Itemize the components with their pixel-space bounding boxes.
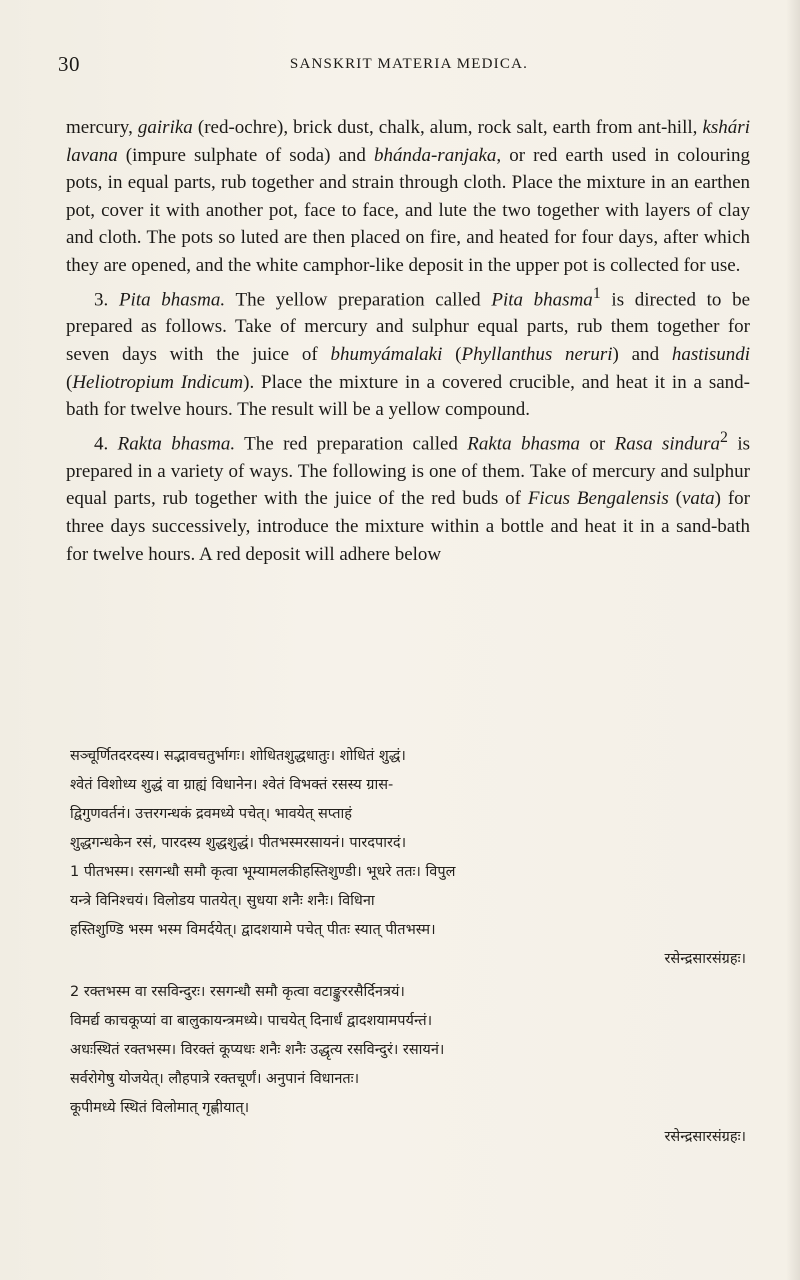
running-head: SANSKRIT MATERIA MEDICA. [289,56,529,72]
footnote-2-line: विमर्द्य काचकूप्यां वा बालुकायन्त्रमध्ये। पाचयेत् दिनार्धं द्वादशयामपर्यन्तं। [70,1013,433,1029]
footnote-2-line: कूपीमध्ये स्थितं विलोमात् गृह्णीयात्। [70,1100,250,1116]
footnote-2-line: सर्वरोगेषु योजयेत्। लौहपात्रे रक्तचूर्णं। अनुपानं विधानतः। [70,1071,360,1087]
footnote-1-source: रसेन्द्रसारसंग्रहः। [664,951,746,967]
footnote-1-line: सञ्चूर्णितदरदस्य। सद्भावचतुर्भागः। शोधितशुद्धधातुः। शोधितं शुद्धं। [70,748,406,764]
page-number: 30 [58,52,80,76]
footnote-1-line: 1 पीतभस्म। रसगन्धौ समौ कृत्वा भूम्यामलकीहस्तिशुण्डी। भूधरे ततः। विपुल [70,864,456,880]
footnote-1-line: द्विगुणवर्तनं। उत्तरगन्धकं द्रवमध्ये पचेत्। भावयेत् सप्ताहं [70,806,352,822]
footnote-1-line: शुद्धगन्धकेन रसं, पारदस्य शुद्धशुद्धं। पीतभस्मरसायनं। पारदपारदं। [70,835,407,851]
footnote-1-line: यन्त्रे विनिश्चयं। विलोडय पातयेत्। सुधया शनैः शनैः। विधिना [70,893,375,909]
footnote-ref-1[interactable]: 1 [592,284,601,302]
footnote-2-line: 2 रक्तभस्म वा रसविन्दुरः। रसगन्धौ समौ कृत्वा वटाङ्कुररसैर्दिनत्रयं। [70,984,405,1000]
page-header [58,52,760,86]
sanskrit-footnotes [70,742,746,1152]
footnote-ref-2[interactable]: 2 [720,428,728,446]
paragraph-mercury-mixture: mercury, gairika (red-ochre), brick dust, chalk, alum, rock salt, earth from ant-hill, kshári lavana (impure sulphate of soda) and bhánda-ranjaka, or red earth used in colouring pots, in equal parts, rub together and strain through cloth. Place the mixture in an earthen pot, cover it with another pot, face to face, and lute the two together with layers of clay and cloth. The pots so luted are then placed on fire, and heated for four days, after which they are opened, and the white camphor-like deposit in the upper pot is collected for use. [66,117,750,276]
paragraph-pita-bhasma: 3. Pita bhasma. The yellow preparation called Pita bhasma$^1$ is directed to be prepared as follows. Take of mercury and sulphur equal parts, rub them together for seven days with the juice of bhumyámalaki (Phyllanthus neruri) and hastisundi (Heliotropium Indicum). Place the mixture in a covered crucible, and heat it in a sand-bath for twelve hours. The result will be a yellow compound. [66,284,751,421]
footnote-1-line: हस्तिशुण्डि भस्म भस्म विमर्दयेत्। द्वादशयामे पचेत् पीतः स्यात् पीतभस्म। [70,922,436,938]
paragraph-rakta-bhasma: 4. Rakta bhasma. The red preparation called Rakta bhasma or Rasa sindura$^2$ is prepared in a variety of ways. The following is one of them. Take of mercury and sulphur equal parts, rub together with the juice of the red buds of Ficus Bengalensis (vata) for three days successively, introduce the mixture within a bottle and heat it in a sand-bath for twelve hours. A red deposit will adhere below [66,428,751,565]
footnote-2-line: अधःस्थितं रक्तभस्म। विरक्तं कूप्यधः शनैः शनैः उद्धृत्य रसविन्दुरं। रसायनं। [70,1042,445,1058]
body-text [66,114,750,568]
footnote-2-source: रसेन्द्रसारसंग्रहः। [664,1129,746,1145]
page-edge-shadow [786,0,800,1280]
footnote-1-line: श्वेतं विशोध्य शुद्धं वा ग्राह्यं विधानेन। श्वेतं विभक्तं रसस्य ग्रास- [70,777,394,793]
